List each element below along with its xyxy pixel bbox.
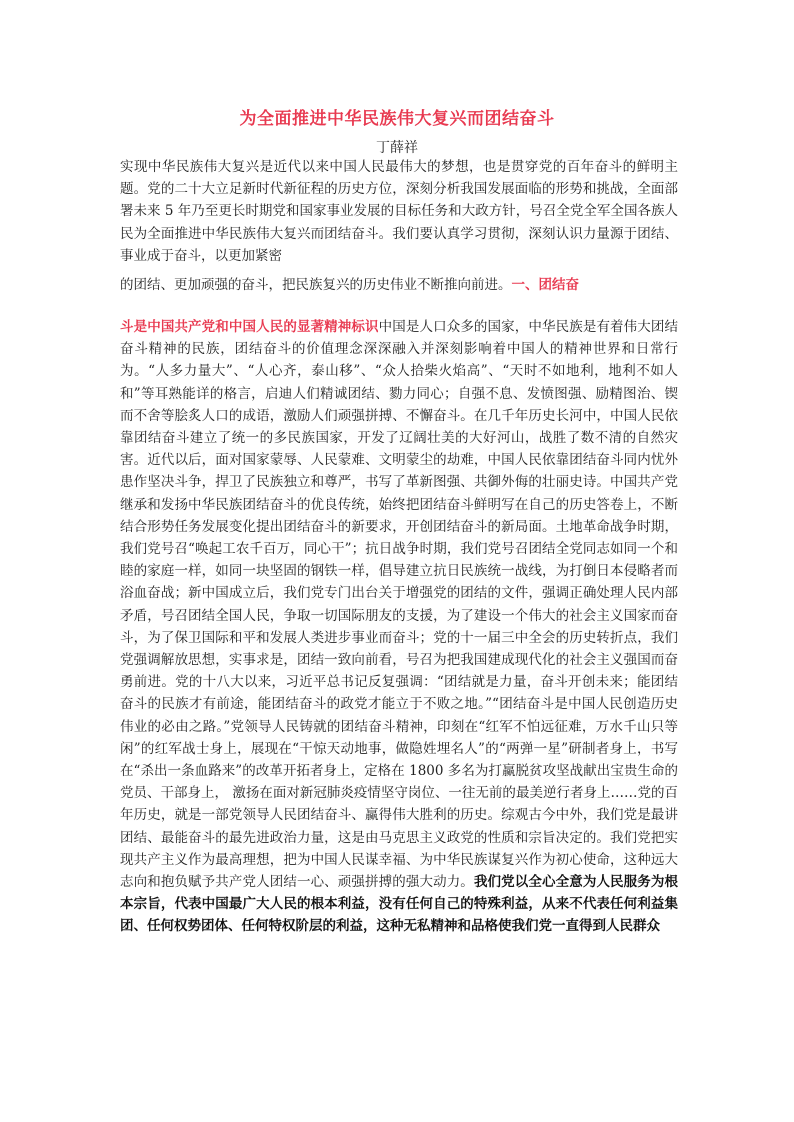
- section1-body-text: 中国是人口众多的国家，中华民族是有着伟大团结奋斗精神的民族，团结奋斗的价值理念深深融入并深刻影响着中国人的精神世界和日常行为。“人多力量大”、“人心齐，泰山移”、“众人拾柴火焰高”、“天时不如地利，地利不如人和”等耳熟能详的格言，启迪人们精诚团结、勠力同心；自强不息、发愤图强、励精图治、锲而不舍等脍炙人口的成语，激励人们顽强拼搏、不懈奋斗。在几千年历史长河中，中国人民依靠团结奋斗建立了统一的多民族国家，开发了辽阔壮美的大好河山，战胜了数不清的自然灾害。近代以后，面对国家蒙辱、人民蒙难、文明蒙尘的劫难，中国人民依靠团结奋斗同内忧外患作坚决斗争，捍卫了民族独立和尊严，书写了革新图强、共御外侮的壮丽史诗。中国共产党继承和发扬中华民族团结奋斗的优良传统，始终把团结奋斗鲜明写在自己的历史答卷上，不断结合形势任务发展变化提出团结奋斗的新要求，开创团结奋斗的新局面。土地革命战争时期，我们党号召“唤起工农千百万，同心干”；抗日战争时期，我们党号召团结全党同志如同一个和睦的家庭一样，如同一块坚固的钢铁一样，倡导建立抗日民族统一战线，为打倒日本侵略者而浴血奋战；新中国成立后，我们党专门出台关于增强党的团结的文件，强调正确处理人民内部矛盾，号召团结全国人民，争取一切国际朋友的支援，为了建设一个伟大的社会主义国家而奋斗，为了保卫国际和平和发展人类进步事业而奋斗；党的十一届三中全会的历史转折点，我们党强调解放思想，实事求是，团结一致向前看，号召为把我国建成现代化的社会主义强国而奋勇前进。党的十八大以来，习近平总书记反复强调：“团结就是力量，奋斗开创未来；能团结奋斗的民族才有前途，能团结奋斗的政党才能立于不败之地。”“团结奋斗是中国人民创造历史伟业的必由之路。”党领导人民铸就的团结奋斗精神，印刻在“红军不怕远征难，万水千山只等闲”的红军战士身上，展现在“干惊天动地事，做隐姓埋名人”的“两弹一星”研制者身上，书写在“杀出一条血路来”的改革开拓者身上，定格在 1800 多名为打赢脱贫攻坚战献出宝贵生命的党员、干部身上， 激扬在面对新冠肺炎疫情坚守岗位、一往无前的最美逆行者身上……党的百年历史，就是一部党领导人民团结奋斗、赢得伟大胜利的历史。综观古今中外，我们党是最讲团结、最能奋斗的最先进政治力量，这是由马克思主义政党的性质和宗旨决定的。我们党把实现共产主义作为最高理想，把为中国人民谋幸福、为中华民族谋复兴作为初心使命，这种远大志向和抱负赋予共产党人团结一心、顽强拼搏的强大动力。: [120, 319, 679, 891]
- section1-heading-part1: 一、团结奋: [511, 277, 579, 293]
- section1-heading-part2: 斗是中国共产党和中国人民的显著精神标识: [120, 319, 379, 335]
- section1-paragraph: [120, 316, 678, 938]
- document-author: 丁薛祥: [376, 140, 418, 156]
- intro-continuation-text: 的团结、更加顽强的奋斗，把民族复兴的历史伟业不断推向前进。: [120, 277, 512, 293]
- intro-continuation: [120, 274, 678, 296]
- section1-bold-text: 我们党以全心全意为人民服务为根本宗旨，代表中国最广大人民的根本利益，没有任何自己的特殊利益，从来不代表任何利益集团、任何权势团体、任何特权阶层的利益，这种无私精神和品格使我们党一直得到人民群众: [120, 874, 679, 935]
- document-title: 为全面推进中华民族伟大复兴而团结奋斗: [239, 109, 555, 129]
- intro-paragraph: 实现中华民族伟大复兴是近代以来中国人民最伟大的梦想，也是贯穿党的百年奋斗的鲜明主题。党的二十大立足新时代新征程的历史方位，深刻分析我国发展面临的形势和挑战，全面部署未来 5 年乃至更长时期党和国家事业发展的目标任务和大政方针，号召全党全军全国各族人民为全面推进中华民族伟大复兴而团结奋斗。我们要认真学习贯彻，深刻认识力量源于团结、事业成于奋斗，以更加紧密: [120, 159, 678, 264]
